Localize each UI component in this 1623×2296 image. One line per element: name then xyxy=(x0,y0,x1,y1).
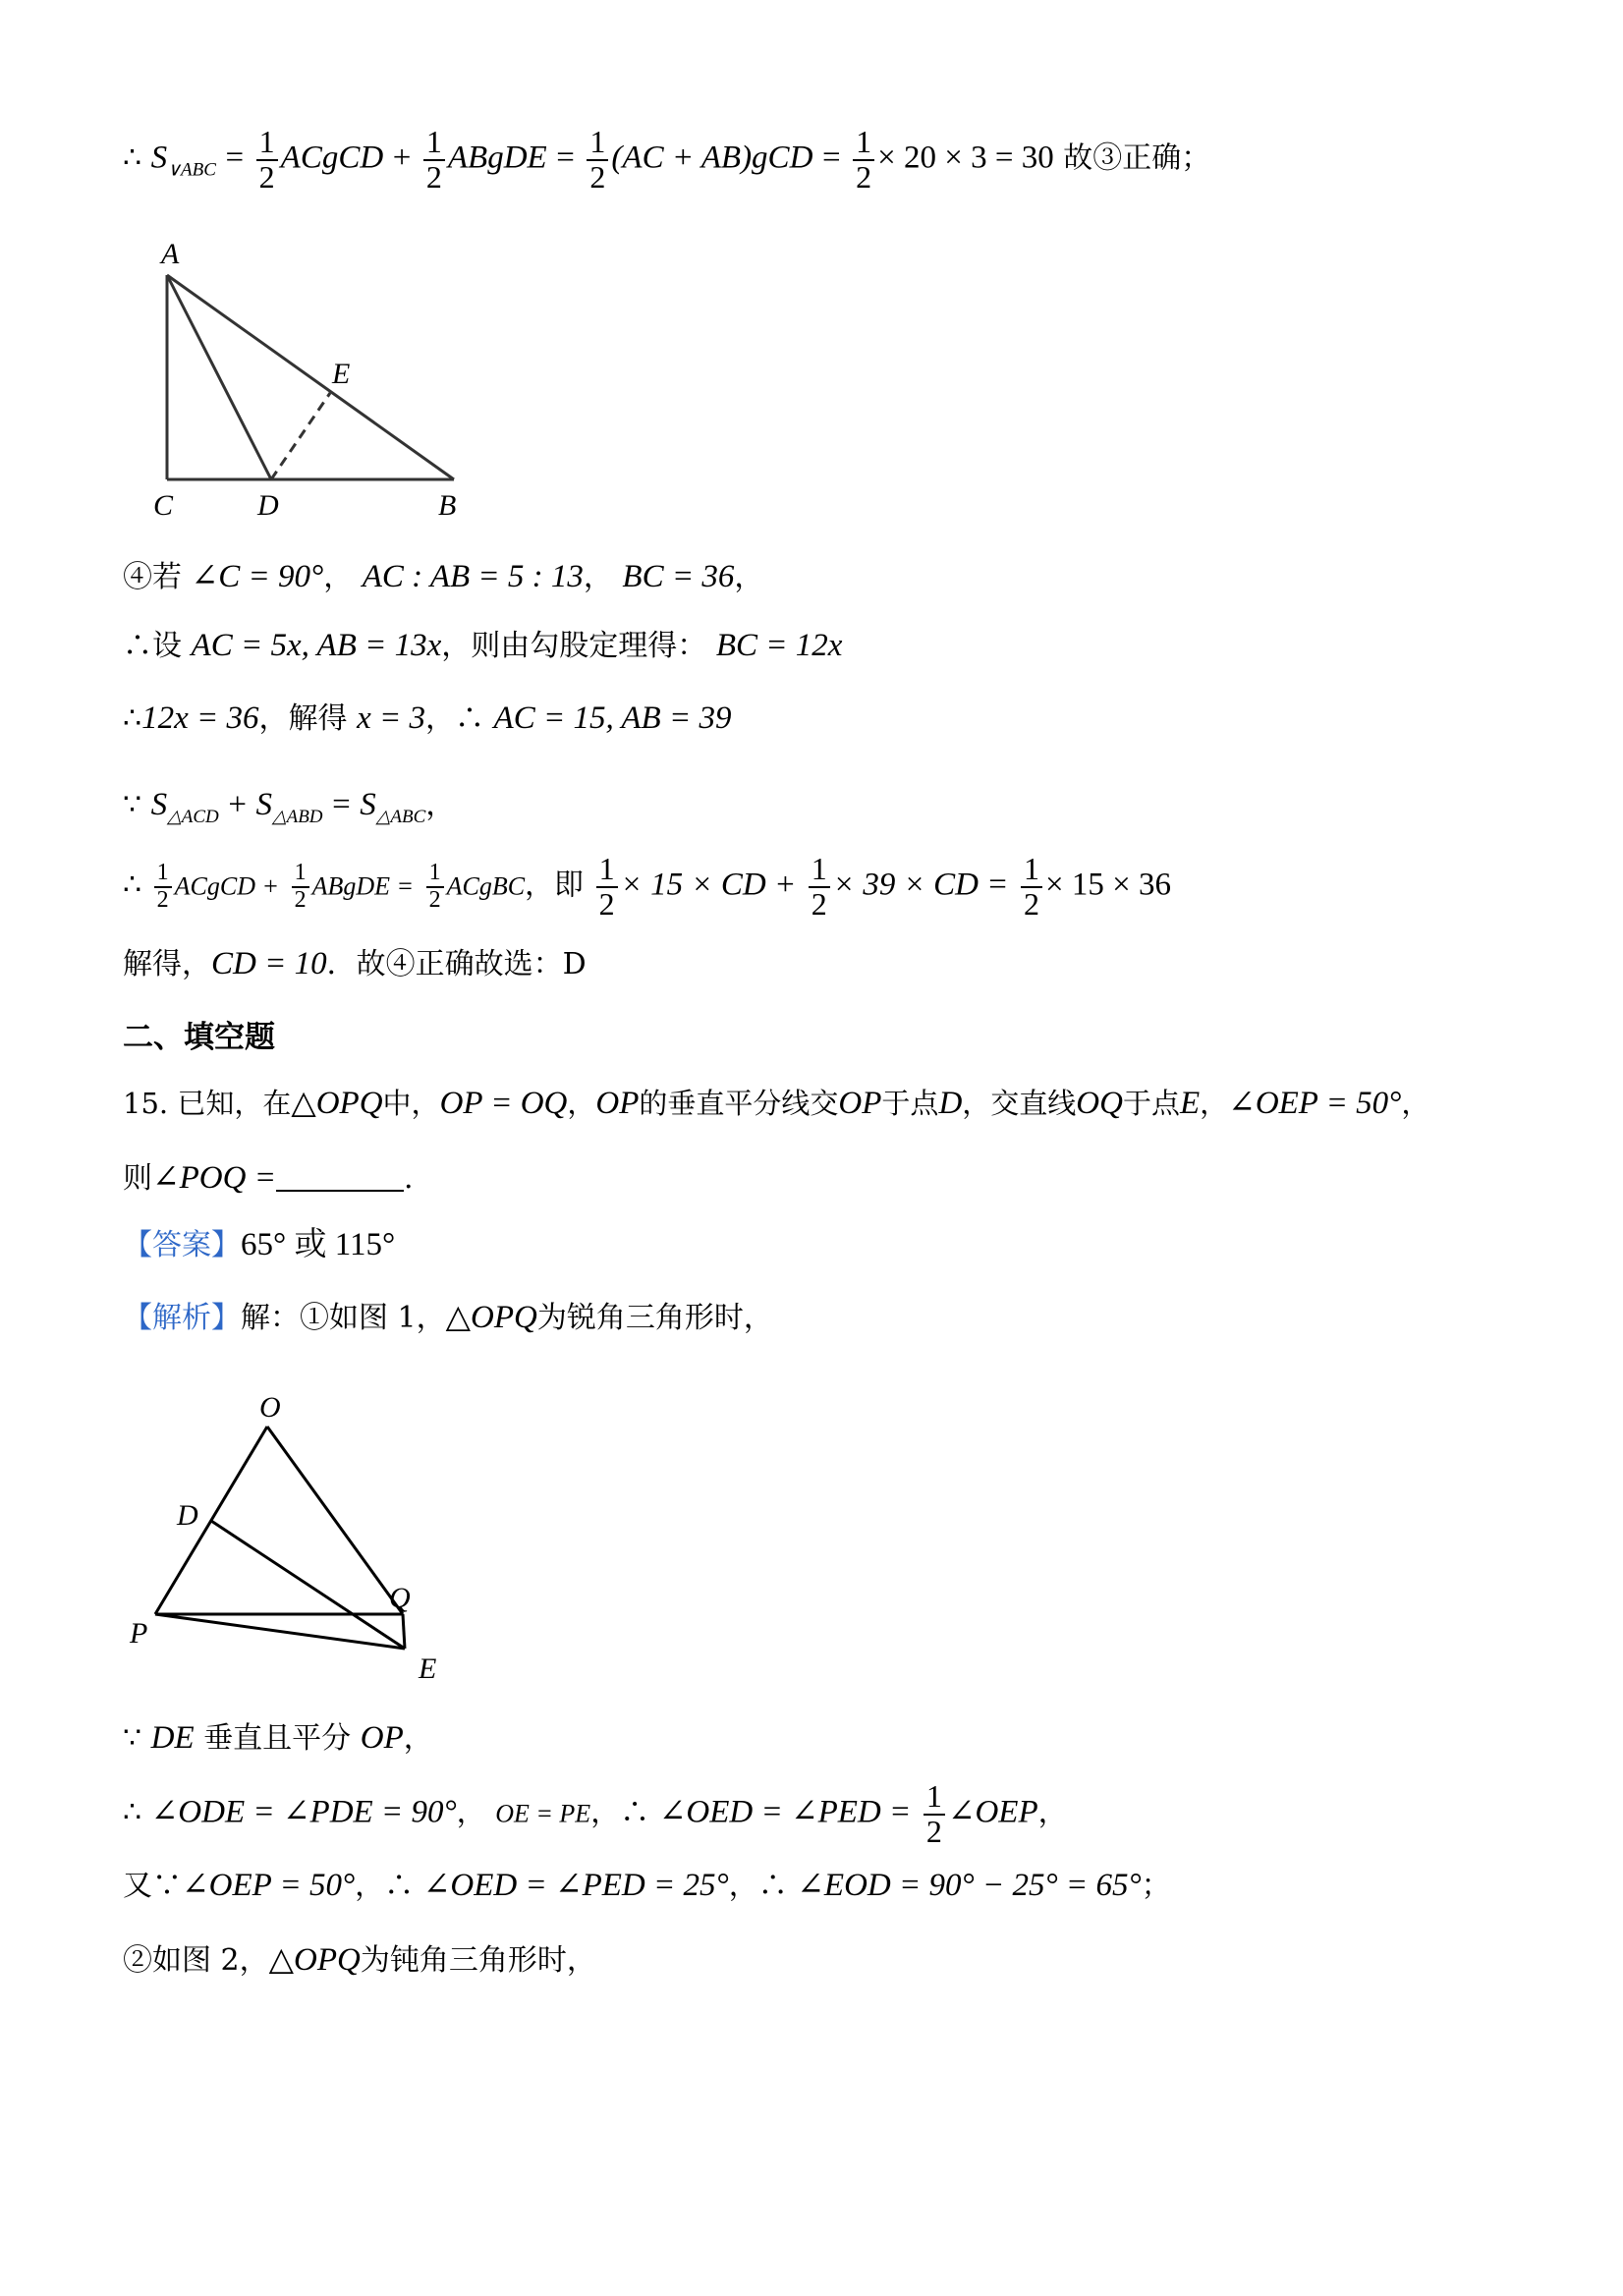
area-sum-line xyxy=(123,786,455,829)
text: ∴ xyxy=(123,701,142,736)
text: ．故④正确故选：D xyxy=(326,947,587,981)
comma: ， xyxy=(323,560,354,594)
comma: ， xyxy=(583,560,613,594)
formula-line-1 xyxy=(123,126,1210,194)
figure-1-acute-triangle xyxy=(118,1385,481,1690)
expr: × 15 × CD + xyxy=(620,867,797,903)
expr: ACgBC xyxy=(446,871,526,901)
text: ，交直线 xyxy=(962,1087,1077,1120)
analysis-step-2 xyxy=(123,1780,1068,1848)
label-p: P xyxy=(130,1617,148,1650)
expr: ABgDE = xyxy=(311,871,415,901)
expr: ∠ODE = ∠PDE = 90° xyxy=(150,1794,457,1830)
text: ， xyxy=(403,1721,433,1756)
setup-line xyxy=(123,627,842,666)
text: 为钝角三角形时， xyxy=(360,1943,596,1978)
label-q: Q xyxy=(389,1582,411,1614)
analysis-tag: 【解析】 xyxy=(123,1301,241,1335)
term-sum-cd: (AC + AB)gCD xyxy=(611,140,813,176)
expr: AC = 5x, AB = 13x xyxy=(191,628,442,663)
equals: = xyxy=(225,140,245,176)
fraction-half: $\frac{1}{2}$ xyxy=(256,126,278,194)
calculation: × 20 × 3 = 30 xyxy=(877,140,1054,176)
fraction-half: $\frac{1}{2}$ xyxy=(426,861,444,912)
text: 的垂直平分线交 xyxy=(639,1087,839,1120)
therefore-symbol: ∴ xyxy=(123,1795,142,1830)
therefore-symbol: ∴ xyxy=(123,868,142,903)
expr: OP xyxy=(838,1086,882,1121)
bc-length: BC = 36 xyxy=(622,559,735,594)
text: . xyxy=(404,1161,414,1196)
equals: = xyxy=(556,140,575,176)
expr: D xyxy=(938,1086,963,1121)
area-symbol: S xyxy=(150,140,168,176)
fraction-half: $\frac{1}{2}$ xyxy=(292,861,309,912)
text: 解：①如图 1， xyxy=(241,1301,446,1335)
expr: △OPQ xyxy=(291,1086,383,1121)
expr: ∠OEP xyxy=(947,1794,1038,1830)
expr: ∠OED = ∠PED = xyxy=(658,1794,912,1830)
subscript: △ABD xyxy=(271,807,323,827)
area-subscript: ∨ABC xyxy=(167,159,216,181)
fraction-half: $\frac{1}{2}$ xyxy=(423,126,445,194)
solve-line xyxy=(123,700,731,739)
answer-blank[interactable] xyxy=(276,1162,404,1192)
text: ②如图 2， xyxy=(123,1943,269,1978)
comma: ， xyxy=(734,560,764,594)
angle-c: ∠C = 90° xyxy=(191,559,324,594)
fraction-half: $\frac{1}{2}$ xyxy=(923,1780,945,1848)
fraction-half: $\frac{1}{2}$ xyxy=(154,861,172,912)
label-b: B xyxy=(438,489,457,522)
expr: ∠OEP = 50° xyxy=(182,1868,356,1903)
ratio: AC : AB = 5 : 13 xyxy=(362,559,584,594)
section-heading: 二、填空题 xyxy=(123,1020,275,1055)
text: ，即 xyxy=(525,868,585,903)
analysis-line xyxy=(123,1299,773,1338)
question-15-line-2 xyxy=(123,1159,414,1199)
text: 于点 xyxy=(1122,1087,1180,1120)
text: ， xyxy=(456,1795,486,1830)
text: ，∴ xyxy=(355,1869,415,1903)
label-a: A xyxy=(161,238,180,270)
equals: = xyxy=(332,787,351,822)
text: 15. 已知，在 xyxy=(123,1087,292,1120)
expr: 12x = 36 xyxy=(141,700,259,736)
expr: △OPQ xyxy=(268,1942,361,1978)
analysis-step-4 xyxy=(123,1941,596,1981)
condition-label: ④若 xyxy=(123,560,182,594)
text: ∴设 xyxy=(123,629,182,663)
expr: OQ xyxy=(1076,1086,1123,1121)
analysis-step-1 xyxy=(123,1719,433,1759)
segment-oq xyxy=(267,1427,403,1614)
text: 垂直且平分 xyxy=(203,1721,352,1756)
answer-line xyxy=(123,1226,395,1265)
text: 则 xyxy=(123,1161,152,1196)
therefore-symbol: ∴ xyxy=(123,140,142,176)
expr: × 15 × 36 xyxy=(1045,867,1171,903)
segment-de-dashed xyxy=(271,393,330,479)
expr: CD = 10 xyxy=(211,946,327,981)
text: 于点 xyxy=(881,1087,939,1120)
text: 解得， xyxy=(123,947,211,981)
text: ， xyxy=(1200,1087,1229,1120)
result-line xyxy=(123,945,587,984)
expr: ∠OEP = 50° xyxy=(1228,1086,1402,1121)
text: ，∴ xyxy=(728,1869,788,1903)
text: ，∴ xyxy=(424,701,484,736)
label-c: C xyxy=(153,489,174,522)
text: 中， xyxy=(382,1087,440,1120)
text: ，解得 xyxy=(258,701,348,736)
expr: ∠POQ = xyxy=(152,1160,276,1196)
analysis-step-3 xyxy=(123,1867,1171,1906)
segment-ab xyxy=(167,275,454,479)
expr: OE = PE xyxy=(495,1799,591,1828)
fraction-half: $\frac{1}{2}$ xyxy=(853,126,874,194)
fraction-half: $\frac{1}{2}$ xyxy=(596,853,618,921)
expr: ACgCD + xyxy=(174,871,280,901)
label-d: D xyxy=(177,1499,198,1532)
segment-qe xyxy=(403,1614,405,1649)
segment-op xyxy=(155,1427,267,1614)
text: 为锐角三角形时， xyxy=(536,1301,773,1335)
expr: BC = 12x xyxy=(715,628,843,663)
label-o: O xyxy=(259,1391,281,1424)
text: ， xyxy=(1401,1087,1430,1120)
equals: = xyxy=(821,140,841,176)
text: 又∵ xyxy=(123,1869,182,1903)
expr: x = 3 xyxy=(357,700,425,736)
area-symbol: S xyxy=(150,787,168,822)
subscript: △ABC xyxy=(375,807,426,827)
condition-line xyxy=(123,558,763,597)
expr: OP = OQ xyxy=(439,1086,568,1121)
expr: ∠EOD = 90° − 25° = 65° xyxy=(797,1868,1142,1903)
answer-tag: 【答案】 xyxy=(123,1228,241,1262)
comma: ， xyxy=(425,788,456,822)
subscript: △ACD xyxy=(167,807,219,827)
fraction-half: $\frac{1}{2}$ xyxy=(1021,853,1042,921)
answer-value: 65° 或 115° xyxy=(241,1227,396,1262)
label-e: E xyxy=(332,358,351,390)
area-equation-line xyxy=(123,853,1171,921)
conclusion-note: 故③正确； xyxy=(1063,140,1211,176)
expr: OP xyxy=(595,1086,640,1121)
expr: DE xyxy=(150,1720,195,1756)
text: ，∴ xyxy=(590,1795,650,1830)
plus: + xyxy=(228,787,247,822)
text: ， xyxy=(1037,1795,1068,1830)
segment-ad xyxy=(167,275,271,479)
expr: ∠OED = ∠PED = 25° xyxy=(422,1868,729,1903)
because-symbol: ∵ xyxy=(123,1721,142,1756)
term-ac-cd: ACgCD xyxy=(280,140,384,176)
figure-right-triangle xyxy=(138,234,472,529)
expr: OP xyxy=(360,1720,404,1756)
term-ab-de: ABgDE xyxy=(447,140,547,176)
label-e: E xyxy=(419,1652,437,1685)
fraction-half: $\frac{1}{2}$ xyxy=(809,853,830,921)
text: ； xyxy=(1141,1869,1171,1903)
fraction-half: $\frac{1}{2}$ xyxy=(587,126,608,194)
text: ，则由勾股定理得： xyxy=(441,629,707,663)
expr: △OPQ xyxy=(445,1300,537,1335)
expr: AC = 15, AB = 39 xyxy=(493,700,732,736)
area-symbol: S xyxy=(255,787,272,822)
expr: E xyxy=(1179,1086,1201,1121)
because-symbol: ∵ xyxy=(123,788,142,822)
expr: × 39 × CD = xyxy=(832,867,1009,903)
question-15-line-1 xyxy=(123,1085,1429,1124)
area-symbol: S xyxy=(360,787,376,822)
segment-pe xyxy=(155,1614,405,1649)
label-d: D xyxy=(257,489,279,522)
text: ， xyxy=(567,1087,596,1120)
plus: + xyxy=(392,140,412,176)
segment-de xyxy=(211,1521,405,1649)
